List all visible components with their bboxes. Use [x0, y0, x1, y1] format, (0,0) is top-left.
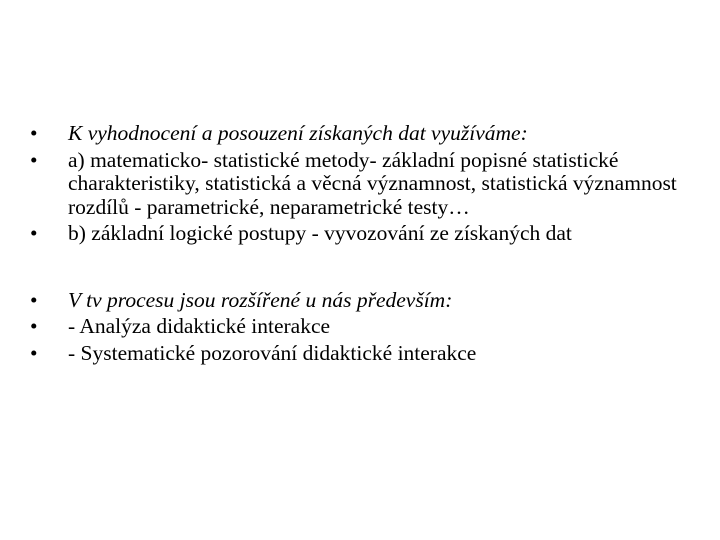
list-item-text: b) základní logické postupy - vyvozování ze získaných dat — [68, 221, 572, 245]
list-item — [30, 289, 690, 313]
list-item — [30, 149, 690, 220]
list-item-text: a) matematicko- statistické metody- základní popisné statistické charakteristiky, statistická a věcná významnost, statistická významnost rozdílů - parametrické, neparametrické testy… — [68, 147, 677, 219]
list-item — [30, 222, 690, 246]
bullet-icon: • — [30, 147, 38, 172]
list-item — [30, 342, 690, 366]
bullet-icon: • — [30, 340, 38, 365]
bullet-icon: • — [30, 121, 38, 145]
list-item-text: - Analýza didaktické interakce — [68, 314, 331, 338]
list-item — [30, 315, 690, 339]
list-item-text: V tv procesu jsou rozšířené u nás především: — [68, 287, 453, 312]
group-spacer — [30, 249, 690, 289]
bullet-list-group-2 — [30, 289, 690, 366]
list-item-text: - Systematické pozorování didaktické interakce — [68, 340, 477, 365]
bullet-icon: • — [30, 314, 38, 338]
list-item — [30, 122, 690, 146]
bullet-icon: • — [30, 221, 38, 245]
list-item-text: K vyhodnocení a posouzení získaných dat využíváme: — [68, 121, 528, 145]
bullet-icon: • — [30, 287, 38, 312]
slide-content — [30, 122, 690, 368]
bullet-list-group-1 — [30, 122, 690, 246]
